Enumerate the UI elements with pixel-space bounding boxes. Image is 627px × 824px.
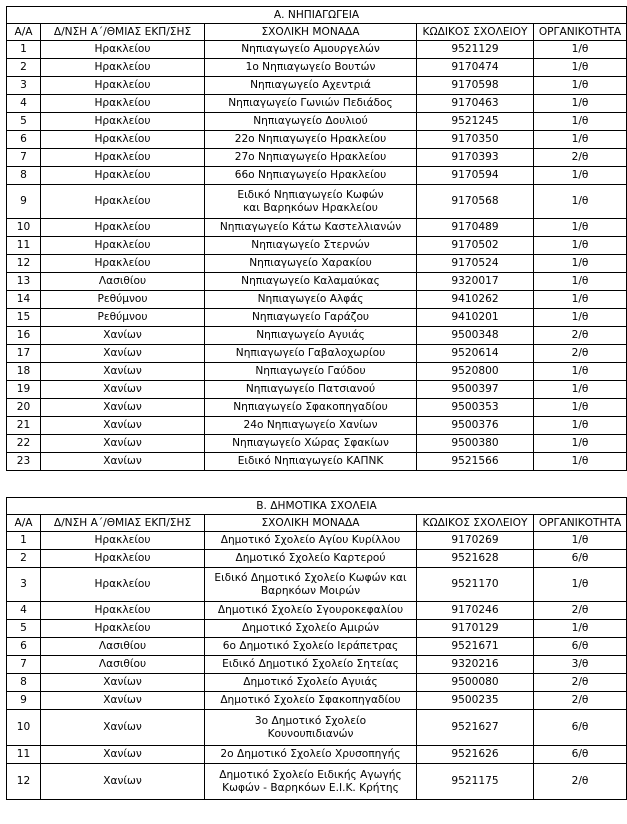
cell-dnsi: Χανίων xyxy=(41,710,205,746)
table-row xyxy=(7,656,627,674)
table-row xyxy=(7,692,627,710)
cell-organikotita: 1/θ xyxy=(534,185,627,219)
cell-kodikos: 9500348 xyxy=(417,327,534,345)
cell-aa: 8 xyxy=(7,167,41,185)
cell-aa: 12 xyxy=(7,764,41,800)
cell-aa: 4 xyxy=(7,95,41,113)
table-row xyxy=(7,417,627,435)
cell-aa: 7 xyxy=(7,656,41,674)
cell-dnsi: Λασιθίου xyxy=(41,638,205,656)
cell-dnsi: Ηρακλείου xyxy=(41,255,205,273)
cell-monada: Νηπιαγωγείο Καλαμαύκας xyxy=(205,273,417,291)
cell-monada: Δημοτικό Σχολείο Ειδικής Αγωγής Κωφών - Βαρηκόων Ε.Ι.Κ. Κρήτης xyxy=(205,764,417,800)
cell-dnsi: Χανίων xyxy=(41,692,205,710)
cell-dnsi: Χανίων xyxy=(41,327,205,345)
cell-aa: 3 xyxy=(7,77,41,95)
cell-dnsi: Ηρακλείου xyxy=(41,113,205,131)
cell-aa: 4 xyxy=(7,602,41,620)
cell-organikotita: 1/θ xyxy=(534,435,627,453)
col-header-dnsi: Δ/ΝΣΗ Α΄/ΘΜΙΑΣ ΕΚΠ/ΣΗΣ xyxy=(41,515,205,532)
cell-aa: 9 xyxy=(7,692,41,710)
cell-dnsi: Χανίων xyxy=(41,453,205,471)
cell-kodikos: 9500080 xyxy=(417,674,534,692)
cell-dnsi: Ηρακλείου xyxy=(41,620,205,638)
cell-monada: Ειδικό Δημοτικό Σχολείο Κωφών και Βαρηκόων Μοιρών xyxy=(205,568,417,602)
table-row xyxy=(7,435,627,453)
cell-organikotita: 1/θ xyxy=(534,131,627,149)
table-row xyxy=(7,602,627,620)
cell-aa: 6 xyxy=(7,638,41,656)
table-row xyxy=(7,532,627,550)
cell-aa: 17 xyxy=(7,345,41,363)
cell-monada: Νηπιαγωγείο Πατσιανού xyxy=(205,381,417,399)
cell-aa: 11 xyxy=(7,746,41,764)
table-row xyxy=(7,309,627,327)
cell-monada: 1ο Νηπιαγωγείο Βουτών xyxy=(205,59,417,77)
cell-organikotita: 2/θ xyxy=(534,692,627,710)
cell-organikotita: 1/θ xyxy=(534,453,627,471)
cell-monada: Νηπιαγωγείο Αλφάς xyxy=(205,291,417,309)
cell-organikotita: 2/θ xyxy=(534,149,627,167)
table-row xyxy=(7,345,627,363)
cell-monada: Νηπιαγωγείο Δουλιού xyxy=(205,113,417,131)
cell-organikotita: 2/θ xyxy=(534,327,627,345)
cell-organikotita: 1/θ xyxy=(534,381,627,399)
cell-dnsi: Ρεθύμνου xyxy=(41,291,205,309)
table-row xyxy=(7,746,627,764)
cell-kodikos: 9410201 xyxy=(417,309,534,327)
cell-kodikos: 9521628 xyxy=(417,550,534,568)
cell-dnsi: Χανίων xyxy=(41,764,205,800)
cell-dnsi: Ηρακλείου xyxy=(41,167,205,185)
cell-dnsi: Χανίων xyxy=(41,417,205,435)
cell-monada: 27ο Νηπιαγωγείο Ηρακλείου xyxy=(205,149,417,167)
table-row xyxy=(7,638,627,656)
cell-aa: 23 xyxy=(7,453,41,471)
cell-kodikos: 9170129 xyxy=(417,620,534,638)
cell-dnsi: Ηρακλείου xyxy=(41,602,205,620)
cell-dnsi: Ηρακλείου xyxy=(41,77,205,95)
cell-monada: Νηπιαγωγείο Αχεντριά xyxy=(205,77,417,95)
cell-organikotita: 1/θ xyxy=(534,41,627,59)
dimotika-table xyxy=(6,497,627,800)
table-row xyxy=(7,255,627,273)
table-row xyxy=(7,399,627,417)
table-row xyxy=(7,363,627,381)
cell-organikotita: 1/θ xyxy=(534,237,627,255)
cell-aa: 13 xyxy=(7,273,41,291)
cell-monada: 24ο Νηπιαγωγείο Χανίων xyxy=(205,417,417,435)
cell-monada: Νηπιαγωγείο Γαύδου xyxy=(205,363,417,381)
col-header-dnsi: Δ/ΝΣΗ Α΄/ΘΜΙΑΣ ΕΚΠ/ΣΗΣ xyxy=(41,24,205,41)
cell-kodikos: 9520614 xyxy=(417,345,534,363)
cell-dnsi: Ηρακλείου xyxy=(41,149,205,167)
cell-aa: 3 xyxy=(7,568,41,602)
cell-aa: 20 xyxy=(7,399,41,417)
cell-monada: Δημοτικό Σχολείο Σγουροκεφαλίου xyxy=(205,602,417,620)
cell-kodikos: 9521245 xyxy=(417,113,534,131)
cell-monada: Δημοτικό Σχολείο Σφακοπηγαδίου xyxy=(205,692,417,710)
nipiagogeia-table xyxy=(6,6,627,471)
cell-kodikos: 9521129 xyxy=(417,41,534,59)
cell-dnsi: Ηρακλείου xyxy=(41,131,205,149)
cell-kodikos: 9170463 xyxy=(417,95,534,113)
cell-dnsi: Ηρακλείου xyxy=(41,59,205,77)
cell-aa: 2 xyxy=(7,59,41,77)
cell-kodikos: 9170474 xyxy=(417,59,534,77)
table-row xyxy=(7,620,627,638)
cell-dnsi: Χανίων xyxy=(41,363,205,381)
table-row xyxy=(7,149,627,167)
cell-aa: 10 xyxy=(7,219,41,237)
cell-kodikos: 9170598 xyxy=(417,77,534,95)
table-row xyxy=(7,219,627,237)
cell-kodikos: 9170489 xyxy=(417,219,534,237)
col-header-aa: Α/Α xyxy=(7,24,41,41)
cell-aa: 18 xyxy=(7,363,41,381)
cell-dnsi: Ηρακλείου xyxy=(41,568,205,602)
cell-monada: Νηπιαγωγείο Στερνών xyxy=(205,237,417,255)
table-row xyxy=(7,764,627,800)
cell-dnsi: Ηρακλείου xyxy=(41,532,205,550)
cell-monada: Νηπιαγωγείο Κάτω Καστελλιανών xyxy=(205,219,417,237)
cell-monada: Ειδικό Νηπιαγωγείο Κωφών και Βαρηκόων Ηρακλείου xyxy=(205,185,417,219)
table-row xyxy=(7,327,627,345)
cell-organikotita: 1/θ xyxy=(534,95,627,113)
cell-organikotita: 2/θ xyxy=(534,674,627,692)
cell-organikotita: 1/θ xyxy=(534,568,627,602)
cell-organikotita: 1/θ xyxy=(534,532,627,550)
cell-dnsi: Ρεθύμνου xyxy=(41,309,205,327)
table-row xyxy=(7,167,627,185)
cell-organikotita: 1/θ xyxy=(534,417,627,435)
cell-aa: 19 xyxy=(7,381,41,399)
table-row xyxy=(7,568,627,602)
cell-dnsi: Ηρακλείου xyxy=(41,219,205,237)
cell-organikotita: 1/θ xyxy=(534,255,627,273)
cell-kodikos: 9320216 xyxy=(417,656,534,674)
cell-monada: Νηπιαγωγείο Γαβαλοχωρίου xyxy=(205,345,417,363)
cell-organikotita: 1/θ xyxy=(534,399,627,417)
cell-kodikos: 9500380 xyxy=(417,435,534,453)
cell-dnsi: Ηρακλείου xyxy=(41,41,205,59)
table-row xyxy=(7,41,627,59)
table-row xyxy=(7,453,627,471)
col-header-kodikos: ΚΩΔΙΚΟΣ ΣΧΟΛΕΙΟΥ xyxy=(417,515,534,532)
cell-organikotita: 6/θ xyxy=(534,710,627,746)
cell-kodikos: 9521566 xyxy=(417,453,534,471)
cell-organikotita: 1/θ xyxy=(534,273,627,291)
cell-aa: 21 xyxy=(7,417,41,435)
table-row xyxy=(7,77,627,95)
col-header-aa: Α/Α xyxy=(7,515,41,532)
cell-kodikos: 9170269 xyxy=(417,532,534,550)
cell-kodikos: 9521175 xyxy=(417,764,534,800)
cell-dnsi: Ηρακλείου xyxy=(41,95,205,113)
cell-monada: 2ο Δημοτικό Σχολείο Χρυσοπηγής xyxy=(205,746,417,764)
cell-monada: Νηπιαγωγείο Γαράζου xyxy=(205,309,417,327)
cell-aa: 15 xyxy=(7,309,41,327)
table-row xyxy=(7,550,627,568)
cell-kodikos: 9500376 xyxy=(417,417,534,435)
cell-organikotita: 1/θ xyxy=(534,77,627,95)
cell-aa: 10 xyxy=(7,710,41,746)
cell-aa: 6 xyxy=(7,131,41,149)
cell-aa: 2 xyxy=(7,550,41,568)
cell-monada: Νηπιαγωγείο Χώρας Σφακίων xyxy=(205,435,417,453)
cell-organikotita: 1/θ xyxy=(534,219,627,237)
section-title: Β. ΔΗΜΟΤΙΚΑ ΣΧΟΛΕΙΑ xyxy=(7,498,627,515)
cell-kodikos: 9500397 xyxy=(417,381,534,399)
cell-monada: Δημοτικό Σχολείο Αγυιάς xyxy=(205,674,417,692)
cell-kodikos: 9500235 xyxy=(417,692,534,710)
cell-dnsi: Χανίων xyxy=(41,435,205,453)
col-header-kodikos: ΚΩΔΙΚΟΣ ΣΧΟΛΕΙΟΥ xyxy=(417,24,534,41)
cell-dnsi: Ηρακλείου xyxy=(41,237,205,255)
cell-kodikos: 9521671 xyxy=(417,638,534,656)
cell-organikotita: 2/θ xyxy=(534,764,627,800)
cell-aa: 9 xyxy=(7,185,41,219)
cell-monada: Νηπιαγωγείο Χαρακίου xyxy=(205,255,417,273)
cell-organikotita: 6/θ xyxy=(534,550,627,568)
cell-dnsi: Λασιθίου xyxy=(41,273,205,291)
cell-organikotita: 2/θ xyxy=(534,602,627,620)
cell-monada: Νηπιαγωγείο Γωνιών Πεδιάδος xyxy=(205,95,417,113)
cell-kodikos: 9521170 xyxy=(417,568,534,602)
cell-organikotita: 1/θ xyxy=(534,59,627,77)
cell-aa: 5 xyxy=(7,113,41,131)
cell-aa: 11 xyxy=(7,237,41,255)
cell-kodikos: 9521627 xyxy=(417,710,534,746)
cell-kodikos: 9170350 xyxy=(417,131,534,149)
col-header-organikotita: ΟΡΓΑΝΙΚΟΤΗΤΑ xyxy=(534,24,627,41)
cell-dnsi: Χανίων xyxy=(41,399,205,417)
cell-kodikos: 9170393 xyxy=(417,149,534,167)
cell-monada: Ειδικό Νηπιαγωγείο ΚΑΠΝΚ xyxy=(205,453,417,471)
cell-organikotita: 3/θ xyxy=(534,656,627,674)
table-row xyxy=(7,237,627,255)
cell-dnsi: Ηρακλείου xyxy=(41,550,205,568)
cell-aa: 22 xyxy=(7,435,41,453)
table-row xyxy=(7,381,627,399)
cell-aa: 16 xyxy=(7,327,41,345)
cell-monada: Νηπιαγωγείο Σφακοπηγαδίου xyxy=(205,399,417,417)
cell-organikotita: 1/θ xyxy=(534,620,627,638)
table-row xyxy=(7,291,627,309)
cell-dnsi: Χανίων xyxy=(41,345,205,363)
cell-monada: Ειδικό Δημοτικό Σχολείο Σητείας xyxy=(205,656,417,674)
cell-organikotita: 1/θ xyxy=(534,363,627,381)
cell-kodikos: 9500353 xyxy=(417,399,534,417)
cell-kodikos: 9170594 xyxy=(417,167,534,185)
cell-monada: Δημοτικό Σχολείο Αγίου Κυρίλλου xyxy=(205,532,417,550)
cell-dnsi: Χανίων xyxy=(41,381,205,399)
cell-aa: 1 xyxy=(7,532,41,550)
cell-monada: 22ο Νηπιαγωγείο Ηρακλείου xyxy=(205,131,417,149)
table-row xyxy=(7,710,627,746)
cell-organikotita: 1/θ xyxy=(534,167,627,185)
cell-kodikos: 9410262 xyxy=(417,291,534,309)
table-row xyxy=(7,273,627,291)
cell-monada: Νηπιαγωγείο Αμουργελών xyxy=(205,41,417,59)
cell-monada: Νηπιαγωγείο Αγυιάς xyxy=(205,327,417,345)
cell-organikotita: 6/θ xyxy=(534,638,627,656)
cell-monada: Δημοτικό Σχολείο Αμιρών xyxy=(205,620,417,638)
table-row xyxy=(7,113,627,131)
cell-organikotita: 1/θ xyxy=(534,113,627,131)
cell-aa: 7 xyxy=(7,149,41,167)
cell-monada: Δημοτικό Σχολείο Καρτερού xyxy=(205,550,417,568)
cell-kodikos: 9320017 xyxy=(417,273,534,291)
cell-dnsi: Χανίων xyxy=(41,674,205,692)
cell-organikotita: 2/θ xyxy=(534,345,627,363)
cell-aa: 12 xyxy=(7,255,41,273)
table-row xyxy=(7,59,627,77)
cell-organikotita: 1/θ xyxy=(534,309,627,327)
cell-kodikos: 9170246 xyxy=(417,602,534,620)
cell-monada: 3ο Δημοτικό Σχολείο Κουνουπιδιανών xyxy=(205,710,417,746)
cell-kodikos: 9170568 xyxy=(417,185,534,219)
cell-organikotita: 1/θ xyxy=(534,291,627,309)
cell-kodikos: 9521626 xyxy=(417,746,534,764)
cell-monada: 66ο Νηπιαγωγείο Ηρακλείου xyxy=(205,167,417,185)
col-header-monada: ΣΧΟΛΙΚΗ ΜΟΝΑΔΑ xyxy=(205,24,417,41)
section-title: Α. ΝΗΠΙΑΓΩΓΕΙΑ xyxy=(7,7,627,24)
cell-kodikos: 9170524 xyxy=(417,255,534,273)
cell-dnsi: Χανίων xyxy=(41,746,205,764)
col-header-organikotita: ΟΡΓΑΝΙΚΟΤΗΤΑ xyxy=(534,515,627,532)
cell-kodikos: 9170502 xyxy=(417,237,534,255)
table-row xyxy=(7,95,627,113)
cell-dnsi: Λασιθίου xyxy=(41,656,205,674)
cell-monada: 6ο Δημοτικό Σχολείο Ιεράπετρας xyxy=(205,638,417,656)
cell-aa: 8 xyxy=(7,674,41,692)
table-row xyxy=(7,131,627,149)
cell-kodikos: 9520800 xyxy=(417,363,534,381)
col-header-monada: ΣΧΟΛΙΚΗ ΜΟΝΑΔΑ xyxy=(205,515,417,532)
cell-dnsi: Ηρακλείου xyxy=(41,185,205,219)
cell-aa: 1 xyxy=(7,41,41,59)
table-row xyxy=(7,674,627,692)
table-row xyxy=(7,185,627,219)
cell-aa: 5 xyxy=(7,620,41,638)
cell-organikotita: 6/θ xyxy=(534,746,627,764)
cell-aa: 14 xyxy=(7,291,41,309)
